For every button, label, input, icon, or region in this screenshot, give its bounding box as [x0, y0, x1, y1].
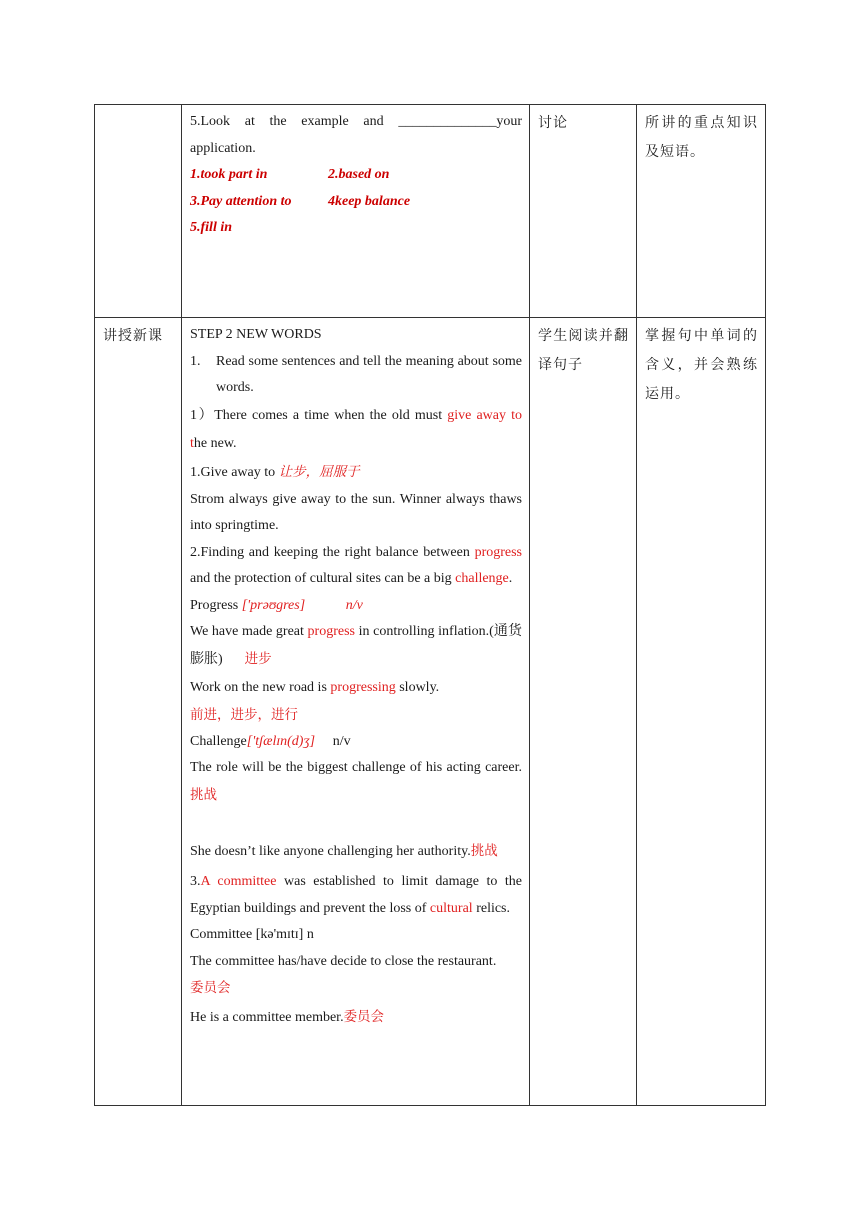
word-4-meaning: 委员会: [190, 980, 231, 996]
purpose-cell: 掌握句中单词的含义，并会熟练运用。: [637, 318, 766, 1106]
word-3-example-1: The role will be the biggest challenge of his acting career.挑战: [190, 760, 522, 803]
table-row: [95, 105, 766, 318]
answer-line: 1.took part in 2.based on: [190, 167, 390, 182]
lesson-plan-table: [94, 104, 766, 1106]
table-row: [95, 318, 766, 1106]
word-3-example-2: She doesn’t like anyone challenging her authority.挑战: [190, 843, 498, 859]
activity-cell: 学生阅读并翻译句子: [530, 318, 637, 1106]
stage-cell: 讲授新课: [95, 318, 182, 1106]
sentence-3: 3.A committee was established to limit damage to the Egyptian buildings and prevent the loss of cultural relics.: [190, 874, 523, 916]
word-2: Progress ['prəʊgres] n/v: [190, 597, 363, 613]
word-3: Challenge['tʃælɪn(d)ʒ] n/v: [190, 733, 351, 749]
answer-line: 5.fill in: [190, 220, 233, 235]
content-cell: [182, 105, 530, 318]
word-4-example-1: The committee has/have decide to close the restaurant.: [190, 953, 497, 969]
answer-line: 3.Pay attention to 4keep balance: [190, 193, 411, 209]
word-1: 1.Give away to 让步，屈服于: [190, 463, 360, 480]
activity-cell: 讨论: [530, 105, 637, 318]
word-4-example-2: He is a committee member.委员会: [190, 1008, 385, 1025]
task-line: 1. Read some sentences and tell the meaning about some words.: [190, 353, 522, 395]
content-cell: [182, 318, 530, 1106]
word-2-example-2: Work on the new road is progressing slowly.: [190, 680, 440, 695]
stage-cell: [95, 105, 182, 318]
sentence-2: 2.Finding and keeping the right balance between progress and the protection of cultural sites can be a big challenge.: [190, 544, 522, 586]
sentence-1: 1）There comes a time when the old must give away to the new.: [190, 407, 522, 451]
word-2-meaning: 前进，进步，进行: [190, 707, 298, 723]
purpose-cell: 所讲的重点知识及短语。: [637, 105, 766, 318]
word-2-example-1: We have made great progress in controlling inflation.(通货膨胀) 进步: [190, 624, 523, 667]
word-4: Committee [kə'mɪtɪ] n: [190, 927, 314, 942]
exercise-line: 5.Look at the example and ______________your: [190, 114, 522, 129]
step-title: STEP 2 NEW WORDS: [190, 327, 322, 342]
exercise-tail: application.: [190, 140, 256, 156]
word-1-example: Strom always give away to the sun. Winner always thaws into springtime.: [190, 491, 522, 533]
